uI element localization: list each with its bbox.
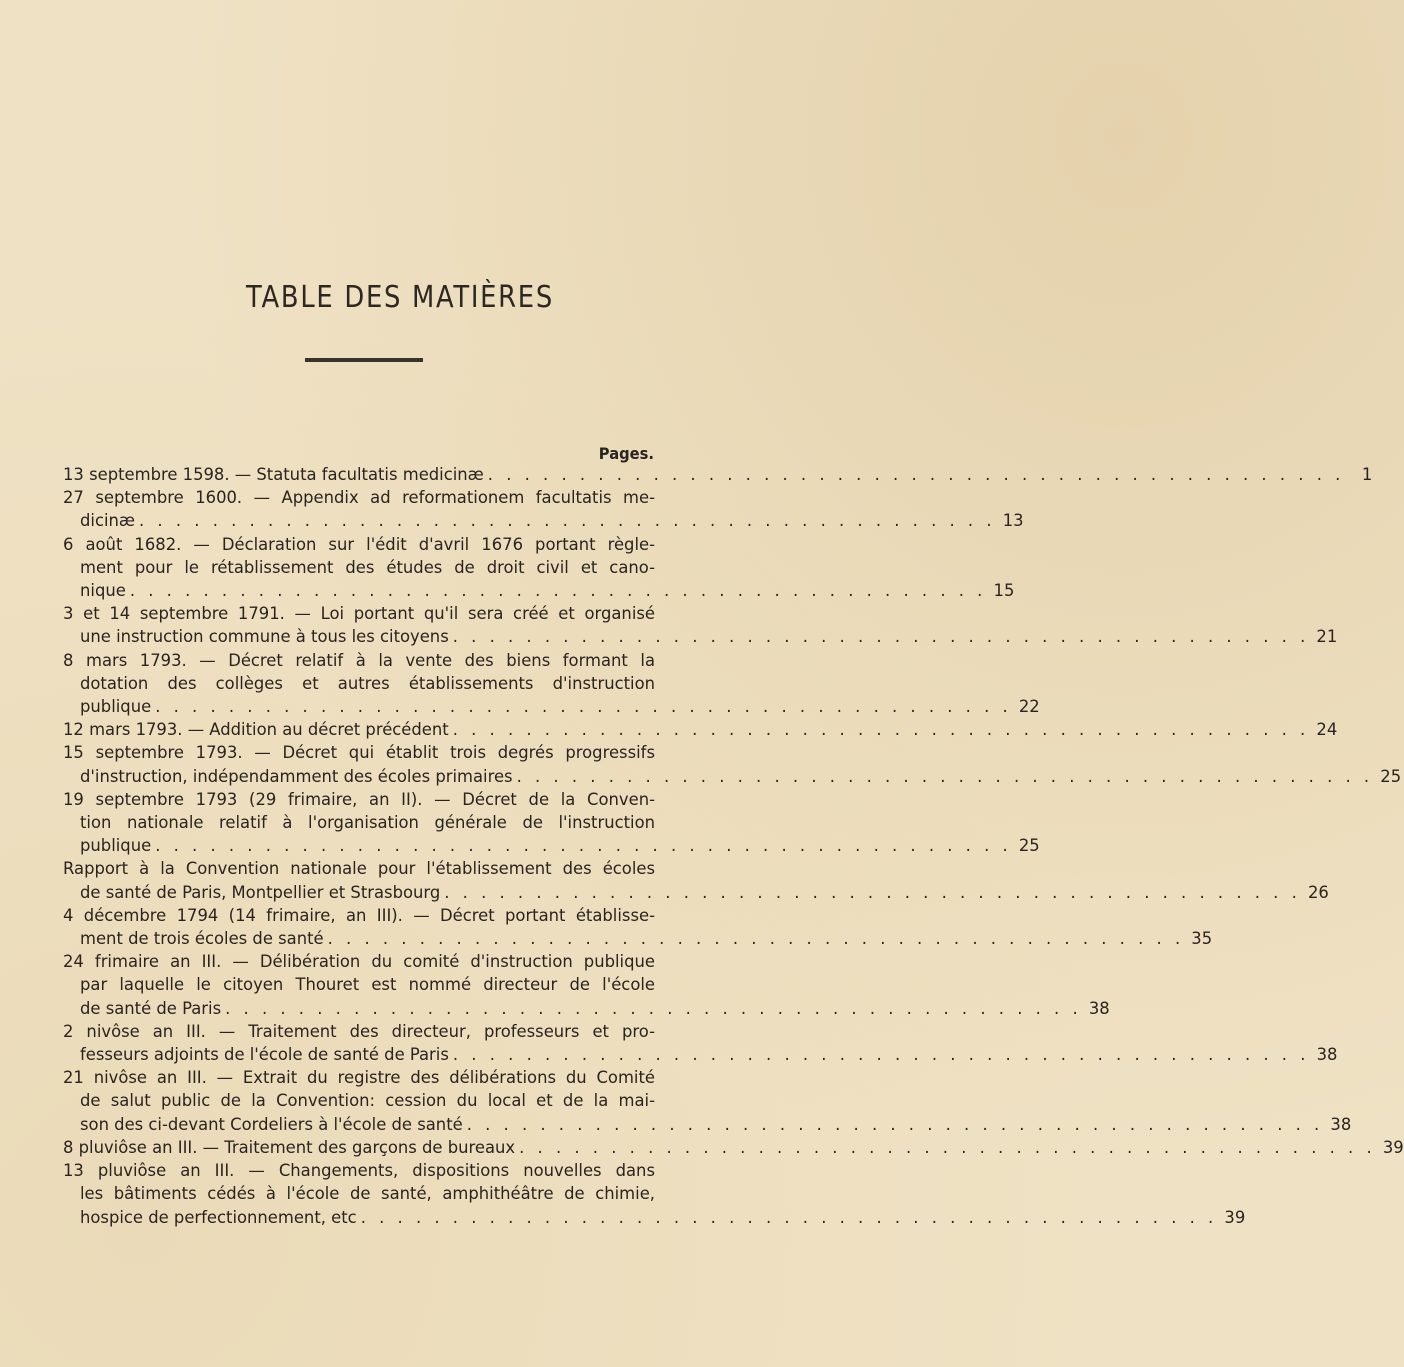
toc-entry-last-line <box>63 463 1373 486</box>
toc-entry <box>63 486 1024 532</box>
toc-entry <box>63 741 1402 787</box>
toc-entry-line: son des ci-devant Cordeliers à l'école de santé <box>80 1114 463 1134</box>
dot-leader: . . . . . . . . . . . . . . . . . . . . . . . . . . . . . . . . . . . . . . . . . . . . . . . <box>487 465 1345 484</box>
dot-leader: . . . . . . . . . . . . . . . . . . . . . . . . . . . . . . . . . . . . . . . . . . . . . . . <box>139 511 996 531</box>
toc-entry <box>63 857 1329 903</box>
toc-entry-line: 15 septembre 1793. — Décret qui établit trois degrés progressifs <box>63 743 655 763</box>
dot-leader: . . . . . . . . . . . . . . . . . . . . . . . . . . . . . . . . . . . . . . . . . . . . . . . <box>452 1045 1310 1065</box>
toc-entry-line: hospice de perfectionnement, etc <box>80 1207 357 1227</box>
toc-entry-last-line <box>63 579 1015 602</box>
toc-entry-line: de salut public de la Convention: cession du local et de la mai- <box>80 1091 655 1111</box>
dot-leader: . . . . . . . . . . . . . . . . . . . . . . . . . . . . . . . . . . . . . . . . . . . . . . . <box>466 1114 1324 1134</box>
toc-page-number: 15 <box>993 581 1015 601</box>
toc-entry-line: ment pour le rétablissement des études de droit civil et cano- <box>80 557 655 577</box>
toc-entry-line: d'instruction, indépendamment des écoles primaires <box>80 766 513 786</box>
toc-page-number: 24 <box>1316 720 1338 740</box>
toc-entry-line: fesseurs adjoints de l'école de santé de Paris <box>80 1045 449 1065</box>
toc-entry <box>63 533 1015 603</box>
toc-entry <box>63 463 1373 486</box>
toc-entry-line: 3 et 14 septembre 1791. — Loi portant qu'il sera créé et organisé <box>63 604 655 624</box>
dot-leader: . . . . . . . . . . . . . . . . . . . . . . . . . . . . . . . . . . . . . . . . . . . . . . . <box>327 929 1185 949</box>
toc-page-number: 35 <box>1191 929 1213 949</box>
toc-entry-last-line <box>63 834 1040 857</box>
toc-entry-line: dotation des collèges et autres établissements d'instruction <box>80 673 655 693</box>
dot-leader: . . . . . . . . . . . . . . . . . . . . . . . . . . . . . . . . . . . . . . . . . . . . . . . <box>225 998 1082 1018</box>
toc-entry-last-line <box>63 625 1338 648</box>
toc-page-number: 39 <box>1224 1207 1246 1227</box>
toc-entry-line: tion nationale relatif à l'organisation générale de l'instruction <box>80 813 655 833</box>
toc-entry-last-line <box>63 997 1110 1020</box>
toc-entry-line: 12 mars 1793. — Addition au décret précédent <box>63 720 449 740</box>
toc-page-number: 26 <box>1307 882 1329 902</box>
toc-entry-line: Rapport à la Convention nationale pour l'établissement des écoles <box>63 859 655 879</box>
toc-entry <box>63 602 1338 648</box>
dot-leader: . . . . . . . . . . . . . . . . . . . . . . . . . . . . . . . . . . . . . . . . . . . . . . . <box>452 720 1310 740</box>
toc-entry-line: de santé de Paris <box>80 998 222 1018</box>
page-title: TABLE DES MATIÈRES <box>246 280 554 315</box>
toc-entry <box>63 718 1338 741</box>
toc-entry <box>63 1159 1246 1229</box>
toc-entry-line: 21 nivôse an III. — Extrait du registre des délibérations du Comité <box>63 1068 655 1088</box>
toc-entry-line: de santé de Paris, Montpellier et Strasbourg <box>80 882 441 902</box>
toc-entry-line: publique <box>80 697 152 717</box>
toc-entry-last-line <box>63 695 1040 718</box>
dot-leader: . . . . . . . . . . . . . . . . . . . . . . . . . . . . . . . . . . . . . . . . . . . . . . . <box>360 1207 1218 1227</box>
toc-entry-line: publique <box>80 836 152 856</box>
toc-entry-line: 8 mars 1793. — Décret relatif à la vente des biens formant la <box>63 650 655 670</box>
toc-entry-line: 19 septembre 1793 (29 frimaire, an II). — Décret de la Conven- <box>63 789 655 809</box>
toc-entry-line: 27 septembre 1600. — Appendix ad reformationem facultatis me- <box>63 488 655 508</box>
toc-page-number: 39 <box>1382 1137 1404 1157</box>
toc-entry-line: 4 décembre 1794 (14 frimaire, an III). — Décret portant établisse- <box>63 905 655 925</box>
toc-entry-last-line <box>63 509 1024 532</box>
table-of-contents <box>63 463 1404 1229</box>
toc-entry-last-line <box>63 718 1338 741</box>
toc-page-number: 25 <box>1018 836 1040 856</box>
toc-entry-last-line <box>63 1043 1338 1066</box>
toc-entry-line: les bâtiments cédés à l'école de santé, amphithéâtre de chimie, <box>80 1184 655 1204</box>
dot-leader: . . . . . . . . . . . . . . . . . . . . . . . . . . . . . . . . . . . . . . . . . . . . . . . <box>129 581 987 601</box>
toc-page-number: 21 <box>1316 627 1338 647</box>
dot-leader: . . . . . . . . . . . . . . . . . . . . . . . . . . . . . . . . . . . . . . . . . . . . . . . <box>155 697 1012 717</box>
toc-entry-last-line <box>63 1113 1352 1136</box>
toc-entry <box>63 649 1040 719</box>
toc-entry-line: 13 septembre 1598. — Statuta facultatis medicinæ <box>63 465 484 484</box>
pages-column-header: Pages. <box>598 444 654 463</box>
toc-page-number: 38 <box>1316 1045 1338 1065</box>
toc-entry-line: 2 nivôse an III. — Traitement des directeur, professeurs et pro- <box>63 1021 655 1041</box>
toc-page-number: 1 <box>1361 465 1373 484</box>
toc-entry-last-line <box>63 927 1213 950</box>
toc-entry-last-line <box>63 881 1329 904</box>
toc-entry-last-line <box>63 1206 1246 1229</box>
toc-entry-line: nique <box>80 581 126 601</box>
toc-entry <box>63 1066 1352 1136</box>
toc-entry-last-line <box>63 765 1402 788</box>
toc-entry-line: ment de trois écoles de santé <box>80 929 324 949</box>
dot-leader: . . . . . . . . . . . . . . . . . . . . . . . . . . . . . . . . . . . . . . . . . . . . . . . <box>444 882 1301 902</box>
toc-entry <box>63 904 1213 950</box>
toc-entry-line: 8 pluviôse an III. — Traitement des garçons de bureaux <box>63 1137 516 1157</box>
toc-entry <box>63 1020 1338 1066</box>
toc-page-number: 25 <box>1380 766 1402 786</box>
toc-entry-line: par laquelle le citoyen Thouret est nommé directeur de l'école <box>80 975 655 995</box>
toc-entry-last-line <box>63 1136 1404 1159</box>
toc-page-number: 22 <box>1018 697 1040 717</box>
dot-leader: . . . . . . . . . . . . . . . . . . . . . . . . . . . . . . . . . . . . . . . . . . . . . . . <box>516 766 1374 786</box>
toc-page-number: 38 <box>1330 1114 1352 1134</box>
toc-entry-line: 24 frimaire an III. — Délibération du comité d'instruction publique <box>63 952 655 972</box>
toc-page-number: 13 <box>1002 511 1024 531</box>
title-rule <box>305 358 423 362</box>
toc-entry-line: dicinæ <box>80 511 136 531</box>
dot-leader: . . . . . . . . . . . . . . . . . . . . . . . . . . . . . . . . . . . . . . . . . . . . . . . <box>452 627 1310 647</box>
toc-page-number: 38 <box>1088 998 1110 1018</box>
toc-entry <box>63 1136 1404 1159</box>
dot-leader: . . . . . . . . . . . . . . . . . . . . . . . . . . . . . . . . . . . . . . . . . . . . . . . <box>519 1137 1376 1157</box>
toc-entry-line: 6 août 1682. — Déclaration sur l'édit d'avril 1676 portant règle- <box>63 534 655 554</box>
toc-entry-line: une instruction commune à tous les citoyens <box>80 627 449 647</box>
toc-entry <box>63 788 1040 858</box>
dot-leader: . . . . . . . . . . . . . . . . . . . . . . . . . . . . . . . . . . . . . . . . . . . . . . . <box>155 836 1012 856</box>
toc-entry <box>63 950 1110 1020</box>
toc-entry-line: 13 pluviôse an III. — Changements, dispositions nouvelles dans <box>63 1161 655 1181</box>
